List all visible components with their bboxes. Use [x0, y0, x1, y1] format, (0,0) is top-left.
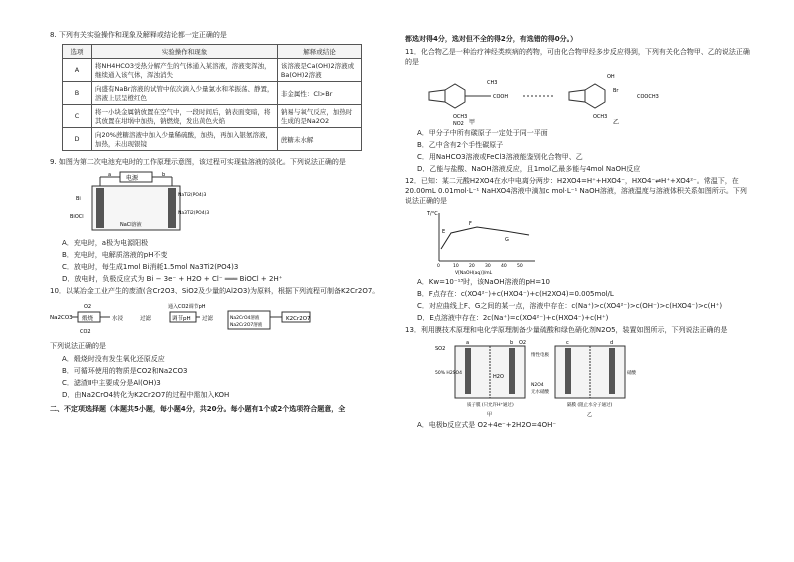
h2so4-label: 50% H2SO4	[435, 371, 462, 376]
molecule-diagram	[415, 70, 695, 126]
experiment-table	[62, 44, 362, 151]
table-cell: 该溶液是Ca(OH)2溶液或Ba(OH)2溶液	[277, 59, 361, 82]
option: C．用NaHCO3溶液或FeCl3溶液能鉴别化合物甲、乙	[417, 153, 583, 161]
membrane-2-label: 隔膜 (阻止水分子通过)	[567, 403, 613, 408]
yi-label: 乙	[613, 119, 620, 126]
option: A．充电时，a极为电源阳极	[62, 239, 149, 247]
membrane-cell-diagram	[435, 338, 655, 418]
terminal-a: a	[108, 172, 112, 178]
table-cell: C	[63, 105, 92, 128]
flow-output: Na2Cr2O7溶液	[230, 323, 263, 328]
table-cell: 向20%蔗糖溶液中加入少量稀硫酸，加热，再加入银氨溶液，加热，未出现银镜	[92, 128, 278, 151]
option: D．乙能与盐酸、NaOH溶液反应，且1mol乙最多能与4mol NaOH反应	[417, 165, 641, 173]
och3-label: OCH3	[453, 114, 468, 120]
cooch3-label: COOCH3	[637, 94, 659, 100]
option: C．放电时，每生成1mol Bi消耗1.5mol Na3Ti2(PO4)3	[62, 263, 239, 271]
point-f: F	[469, 221, 472, 227]
table-header: 解释或结论	[277, 45, 361, 59]
table-row	[63, 82, 362, 105]
table-cell: 向盛有NaBr溶液的试管中依次滴入少量氯水和苯振荡、静置，溶液上层呈橙红色	[92, 82, 278, 105]
bi-label: Bi	[76, 196, 81, 202]
electrode-b: b	[510, 340, 514, 346]
electrode-d: d	[610, 340, 614, 346]
nacl-label: NaCl溶液	[120, 222, 142, 228]
table-cell: 将一小块金属钠放置在空气中，一段时间后，钠表面变暗，将其放置在坩埚中加热，钠燃烧，发出黄色火焰	[92, 105, 278, 128]
tick-label: 30	[485, 264, 491, 269]
flow-start: Na2CO3	[50, 315, 73, 321]
electrode-label: 惰性电极	[531, 353, 549, 358]
option: B．可循环使用的物质是CO2和Na2CO3	[62, 367, 188, 375]
y-axis-label: T/°C	[427, 211, 438, 217]
option: C．滤渣Ⅱ中主要成分是Al(OH)3	[62, 379, 161, 387]
left-column	[50, 30, 380, 417]
table-cell: B	[63, 82, 92, 105]
question-10-sub: 下列说法正确的是	[50, 342, 106, 350]
flow-step: 水浸	[112, 316, 124, 322]
tick-label: 50	[517, 264, 523, 269]
option: D．放电时，负极反应式为 Bi − 3e⁻ + H2O + Cl⁻ ═══ BiOCl + 2H⁺	[62, 275, 283, 283]
question-12: 12．已知：某二元酸H2XO4在水中电离分两步：H2XO4=H⁺+HXO4⁻，HXO4⁻⇌H⁺+XO4²⁻。常温下，在20.00mL 0.01mol·L⁻¹ NaHXO4溶液中滴加c mol·L⁻¹ NaOH溶液，溶液温度与溶液体积关系如图所示。下列说法正确的是	[405, 177, 747, 205]
acid-label: 通入CO2调节pH	[168, 304, 206, 310]
och3-label-yi: OCH3	[593, 114, 608, 120]
membrane-1-label: 质子膜 (只允许H⁺通过)	[467, 403, 514, 408]
process-flow-diagram	[50, 299, 360, 339]
option: C．对应曲线上F、G之间的某一点，溶液中存在：c(Na⁺)>c(XO4²⁻)>c(OH⁻)>c(HXO4⁻)>c(H⁺)	[417, 302, 723, 310]
table-cell: A	[63, 59, 92, 82]
option: A．煅烧时没有发生氧化还原反应	[62, 355, 165, 363]
option: D．E点溶液中存在：2c(Na⁺)=c(XO4²⁻)+c(HXO4⁻)+c(H⁺)	[417, 314, 609, 322]
table-row	[63, 105, 362, 128]
terminal-b: b	[162, 172, 166, 178]
left-electrode	[96, 188, 104, 228]
question-8: 8. 下列有关实验操作和现象及解释或结论都一定正确的是	[50, 31, 227, 39]
right-electrode	[168, 188, 176, 228]
table-cell: D	[63, 128, 92, 151]
o2-label: O2	[519, 340, 527, 346]
table-header: 实验操作和现象	[92, 45, 278, 59]
table-header: 选项	[63, 45, 92, 59]
tick-label: 10	[453, 264, 459, 269]
flow-step: 过滤	[202, 316, 214, 322]
right-column	[405, 30, 750, 432]
oh-label: OH	[607, 74, 615, 80]
cell-jia-label: 甲	[487, 412, 493, 418]
point-e: E	[442, 229, 446, 235]
flow-step: 过滤	[140, 316, 152, 322]
cathode-liquid-label: 硝酸	[627, 371, 636, 376]
option: B．F点存在：c(XO4²⁻)+c(HXO4⁻)+c(H2XO4)=0.005mol/L	[417, 290, 614, 298]
temperature-curve	[441, 227, 529, 249]
electrode-c: c	[566, 340, 569, 346]
power-label: 电源	[126, 175, 139, 182]
tick-label: 40	[501, 264, 507, 269]
benzene-ring-yi	[585, 84, 605, 108]
table-row	[63, 59, 362, 82]
question-10: 10．以某冶金工业产生的废渣(含Cr2O3、SiO2及少量的Al2O3)为原料，根据下列流程可制备K2Cr2O7。	[50, 287, 380, 295]
o2-label: O2	[84, 304, 92, 310]
br-label: Br	[613, 88, 619, 94]
electrode-a: a	[466, 340, 470, 346]
table-cell: 非金属性：Cl>Br	[277, 82, 361, 105]
point-g: G	[505, 237, 509, 243]
co2-label: CO2	[80, 329, 91, 335]
h2o-label: H2O	[493, 374, 504, 380]
table-cell: 蔗糖未水解	[277, 128, 361, 151]
cooh-label: COOH	[493, 94, 509, 100]
section-2-heading: 二、不定项选择题（本题共5小题，每小题4分，共20分。每小题有1个或2个选项符合题意，全	[50, 405, 346, 413]
flow-output: Na2CrO4溶液	[230, 316, 260, 321]
no2-label: NO2	[453, 121, 464, 127]
tick-label: 0	[437, 264, 440, 269]
option: B．充电时，电解质溶液的pH不变	[62, 251, 168, 259]
electrolysis-diagram	[70, 170, 210, 236]
option: A．Kw=10⁻¹³时，该NaOH溶液的pH=10	[417, 278, 550, 286]
tick-label: 20	[469, 264, 475, 269]
flow-step: 煅烧	[82, 316, 94, 322]
question-13: 13．利用膜技术原理和电化学原理制备少量硫酸和绿色硝化剂N2O5，装置如图所示，下列说法正确的是	[405, 326, 728, 334]
n2o4-label: N2O4	[531, 383, 544, 388]
option: B．乙中含有2个手性碳原子	[417, 141, 504, 149]
na3ti-label: Na3Ti2(PO4)3	[178, 211, 210, 216]
cell-yi-label: 乙	[587, 412, 593, 418]
hno3-label: 无水硝酸	[531, 390, 549, 395]
table-cell: 将NH4HCO3受热分解产生的气体通入某溶液，溶液变浑浊，继续通入该气体，浑浊消失	[92, 59, 278, 82]
section-2-continued: 都选对得4分，选对但不全的得2分，有选错的得0分。）	[405, 35, 578, 43]
biocl-label: BiOCl	[70, 214, 84, 220]
flow-step: 调节pH	[172, 316, 191, 322]
x-axis-label: V[NaOH(aq)]/mL	[455, 271, 493, 276]
temperature-graph	[425, 209, 545, 275]
flow-end: K2Cr2O7	[286, 316, 311, 322]
so2-label: SO2	[435, 346, 446, 352]
table-cell: 钠易与氧气反应，加热时生成的是Na2O2	[277, 105, 361, 128]
table-row	[63, 128, 362, 151]
jia-label: 甲	[469, 119, 476, 126]
table-header-row	[63, 45, 362, 59]
nati-label: NaTi2(PO4)3	[178, 193, 207, 198]
option: A．电极b反应式是 O2+4e⁻+2H2O=4OH⁻	[417, 421, 557, 429]
question-9: 9. 如图为第二次电池充电时的工作原理示意图，该过程可实现盐溶液的淡化。下列说法正确的是	[50, 158, 346, 166]
ch3-label: CH3	[487, 80, 498, 86]
option: A．甲分子中所有碳原子一定处于同一平面	[417, 129, 548, 137]
option: D．由Na2CrO4转化为K2Cr2O7的过程中需加入KOH	[62, 391, 230, 399]
question-11: 11．化合物乙是一种治疗神经类疾病的药物，可由化合物甲经多步反应得到，下列有关化合物甲、乙的说法正确的是	[405, 48, 750, 66]
benzene-ring-jia	[445, 84, 465, 108]
